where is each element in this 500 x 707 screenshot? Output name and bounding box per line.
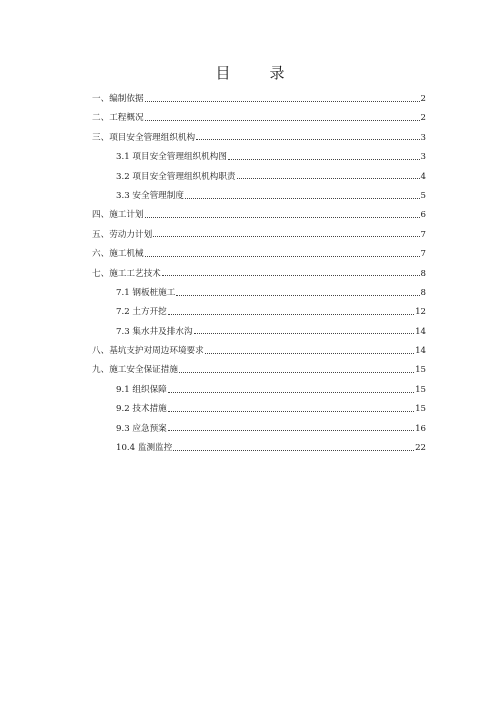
dot-leader: [153, 235, 419, 237]
toc-entry-page-number: 22: [415, 443, 426, 454]
dot-leader: [194, 332, 415, 334]
toc-entry-page-number: 2: [420, 94, 426, 104]
toc-entry[interactable]: [92, 439, 426, 458]
toc-entry-label: 9.1 组织保障: [116, 384, 167, 395]
dot-leader: [185, 197, 420, 199]
toc-entry[interactable]: [92, 284, 426, 303]
toc-entry-page-number: 7: [420, 249, 426, 260]
toc-entry-page-number: 5: [420, 190, 426, 201]
toc-entry-page-number: 16: [415, 423, 426, 434]
dot-leader: [145, 100, 420, 102]
toc-entry-label: 9.3 应急预案: [116, 423, 167, 434]
dot-leader: [168, 313, 414, 315]
toc-entry[interactable]: [92, 265, 426, 284]
toc-entry-page-number: 6: [420, 210, 426, 221]
toc-entry-page-number: 15: [415, 404, 426, 415]
toc-entry-label: 七、施工工艺技术: [92, 268, 161, 279]
toc-entry-page-number: 15: [415, 384, 426, 395]
toc-entry[interactable]: [92, 109, 426, 128]
toc-entry-label: 9.2 技术措施: [116, 404, 167, 415]
toc-entry[interactable]: [92, 168, 426, 187]
dot-leader: [228, 158, 420, 160]
toc-entry-page-number: 7: [420, 229, 426, 240]
toc-entry[interactable]: [92, 245, 426, 264]
dot-leader: [168, 429, 414, 431]
toc-entry-label: 九、施工安全保证措施: [92, 365, 178, 376]
toc-entry[interactable]: [92, 303, 426, 322]
toc-entry-label: 四、施工计划: [92, 210, 144, 221]
toc-entry[interactable]: [92, 90, 426, 109]
toc-entry-page-number: 4: [420, 171, 426, 182]
toc-entry-label: 10.4 监测监控: [116, 443, 173, 454]
toc-entry-label: 7.3 集水井及排水沟: [116, 326, 193, 337]
toc-entry-label: 一、编制依据: [92, 94, 144, 104]
toc-entry-label: 五、劳动力计划: [92, 229, 153, 240]
toc-entry[interactable]: [92, 420, 426, 439]
toc-entry-page-number: 8: [420, 287, 426, 298]
toc-entry[interactable]: [92, 361, 426, 380]
toc-entry-label: 3.2 项目安全管理组织机构职责: [116, 171, 236, 182]
toc-entry[interactable]: [92, 323, 426, 342]
toc-entry[interactable]: [92, 226, 426, 245]
dot-leader: [179, 371, 414, 373]
toc-entry[interactable]: [92, 129, 426, 148]
toc-entry-label: 3.1 项目安全管理组织机构图: [116, 152, 227, 163]
toc-entry-label: 六、施工机械: [92, 249, 144, 260]
dot-leader: [237, 177, 420, 179]
toc-entry-page-number: 3: [420, 132, 426, 143]
dot-leader: [168, 391, 414, 393]
toc-entry[interactable]: [92, 342, 426, 361]
toc-entry[interactable]: [92, 381, 426, 400]
toc-entry-page-number: 8: [420, 268, 426, 279]
dot-leader: [145, 216, 420, 218]
dot-leader: [196, 138, 419, 140]
dot-leader: [145, 255, 420, 257]
toc-entry-page-number: 2: [420, 113, 426, 124]
toc-entry-label: 7.2 土方开挖: [116, 307, 167, 318]
toc-entry[interactable]: [92, 148, 426, 167]
toc-entry-page-number: 14: [415, 346, 426, 357]
toc-entry-page-number: 14: [415, 326, 426, 337]
dot-leader: [176, 294, 419, 296]
dot-leader: [162, 274, 420, 276]
toc-entry-label: 三、项目安全管理组织机构: [92, 132, 196, 143]
dot-leader: [205, 352, 414, 354]
dot-leader: [173, 449, 414, 451]
toc-entry[interactable]: [92, 400, 426, 419]
toc-entry-page-number: 3: [420, 152, 426, 163]
dot-leader: [168, 410, 414, 412]
toc-entry[interactable]: [92, 206, 426, 225]
toc-entry[interactable]: [92, 187, 426, 206]
toc-list: [92, 90, 426, 458]
toc-entry-label: 7.1 钢板桩施工: [116, 287, 176, 298]
toc-title: 目 录: [215, 64, 297, 82]
toc-entry-label: 3.3 安全管理制度: [116, 190, 184, 201]
toc-entry-page-number: 15: [415, 365, 426, 376]
toc-entry-label: 二、工程概况: [92, 113, 144, 124]
dot-leader: [145, 119, 420, 121]
toc-entry-page-number: 12: [415, 307, 426, 318]
toc-entry-label: 八、基坑支护对周边环境要求: [92, 346, 204, 357]
